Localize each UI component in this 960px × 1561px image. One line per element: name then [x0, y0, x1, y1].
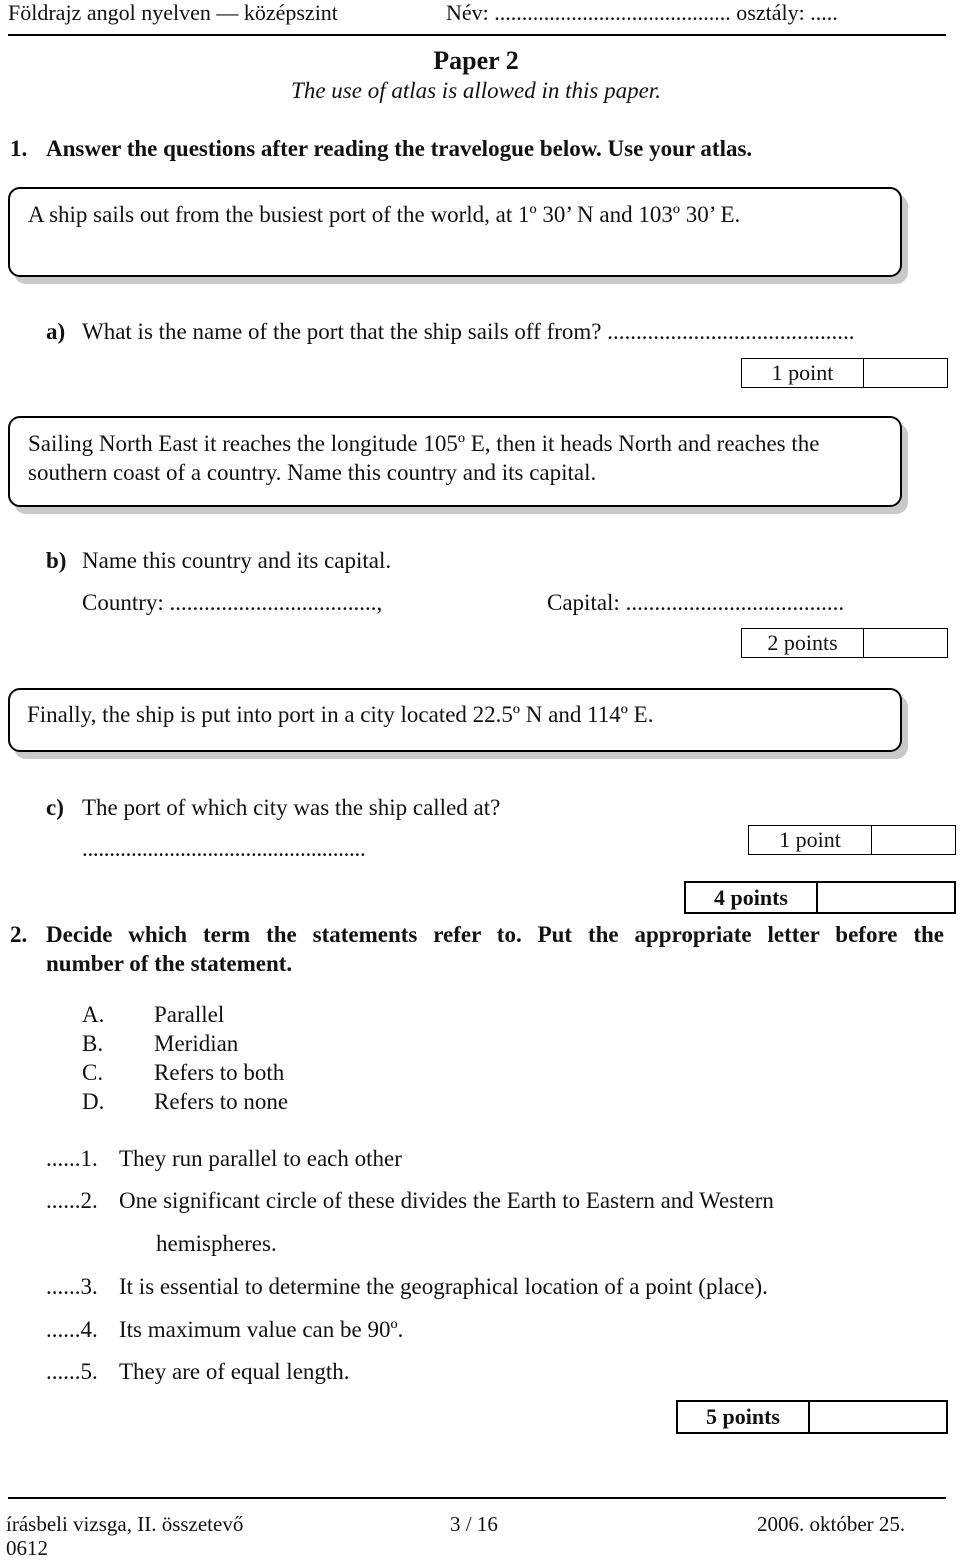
question-b-text: Name this country and its capital. — [82, 548, 392, 573]
info-box-2-line2: southern coast of a country. Name this country and its capital. — [28, 460, 597, 485]
task2-number: 2. — [10, 922, 28, 947]
header-left: Földrajz angol nyelven — középszint — [8, 0, 338, 25]
question-a-text: What is the name of the port that the ship sails off from? ........................................... — [82, 319, 855, 344]
score-cell[interactable] — [864, 359, 947, 387]
score-box-c — [748, 825, 956, 855]
statement-number-field[interactable]: ......4. — [46, 1317, 98, 1342]
statement-number-field[interactable]: ......1. — [46, 1146, 98, 1171]
total-score-cell[interactable] — [818, 883, 954, 912]
statement-number-field[interactable]: ......3. — [46, 1274, 98, 1299]
question-b-label: b) — [46, 548, 67, 573]
footer-page-number: 3 / 16 — [450, 1512, 498, 1536]
task1-instruction: Answer the questions after reading the travelogue below. Use your atlas. — [46, 136, 753, 161]
statement-number-field[interactable]: ......2. — [46, 1188, 98, 1213]
statement-number-field[interactable]: ......5. — [46, 1359, 98, 1384]
statement-text: One significant circle of these divides the Earth to Eastern and Western — [119, 1188, 774, 1213]
score-cell[interactable] — [864, 629, 947, 657]
total-score-cell[interactable] — [810, 1402, 946, 1432]
option-letter: B. — [82, 1031, 104, 1056]
total-score-label: 4 points — [686, 883, 818, 912]
statement-text: Its maximum value can be 90º. — [119, 1317, 404, 1342]
score-box-b — [741, 628, 948, 658]
question-a-label: a) — [46, 319, 66, 344]
score-label: 1 point — [749, 826, 872, 854]
footer-left: írásbeli vizsga, II. összetevő — [6, 1512, 244, 1536]
info-box-1-text: A ship sails out from the busiest port of the world, at 1º 30’ N and 103º 30’ E. — [28, 202, 741, 227]
header-rule — [8, 34, 946, 36]
info-box-1 — [8, 187, 902, 277]
footer-date: 2006. október 25. — [757, 1512, 906, 1536]
task2-instruction-line1: Decide which term the statements refer to. Put the appropriate letter before the — [46, 922, 944, 947]
score-label: 1 point — [742, 359, 864, 387]
total-score-label: 5 points — [678, 1402, 810, 1432]
info-box-2-line1: Sailing North East it reaches the longitude 105º E, then it heads North and reaches the — [28, 431, 820, 456]
option-letter: D. — [82, 1089, 105, 1114]
statement-text: They are of equal length. — [119, 1359, 350, 1384]
statement-text-continued: hemispheres. — [156, 1231, 277, 1256]
task2-total-score — [676, 1400, 948, 1434]
option-text: Meridian — [154, 1031, 239, 1056]
option-text: Parallel — [154, 1002, 225, 1027]
footer-rule — [8, 1497, 946, 1499]
option-letter: A. — [82, 1002, 105, 1027]
capital-answer-field[interactable]: Capital: ...................................... — [547, 590, 845, 615]
statement-text: They run parallel to each other — [119, 1146, 402, 1171]
question-c-label: c) — [46, 795, 64, 820]
option-letter: C. — [82, 1060, 104, 1085]
city-answer-field[interactable]: .................................................... — [82, 836, 366, 861]
score-cell[interactable] — [872, 826, 955, 854]
task1-number: 1. — [10, 136, 28, 161]
task1-total-score — [684, 881, 956, 914]
footer-code: 0612 — [6, 1536, 48, 1560]
page-title: Paper 2 — [433, 46, 519, 75]
score-box-a — [741, 358, 948, 388]
question-c-text: The port of which city was the ship called at? — [82, 795, 501, 820]
header-right: Név: ........................................... osztály: ..... — [446, 0, 838, 25]
page-subtitle: The use of atlas is allowed in this paper. — [291, 78, 661, 103]
info-box-3-text: Finally, the ship is put into port in a city located 22.5º N and 114º E. — [27, 702, 654, 727]
country-answer-field[interactable]: Country: ...................................., — [82, 590, 383, 615]
task2-instruction-line2: number of the statement. — [46, 951, 293, 976]
score-label: 2 points — [742, 629, 864, 657]
option-text: Refers to both — [154, 1060, 285, 1085]
option-text: Refers to none — [154, 1089, 289, 1114]
statement-text: It is essential to determine the geographical location of a point (place). — [119, 1274, 768, 1299]
